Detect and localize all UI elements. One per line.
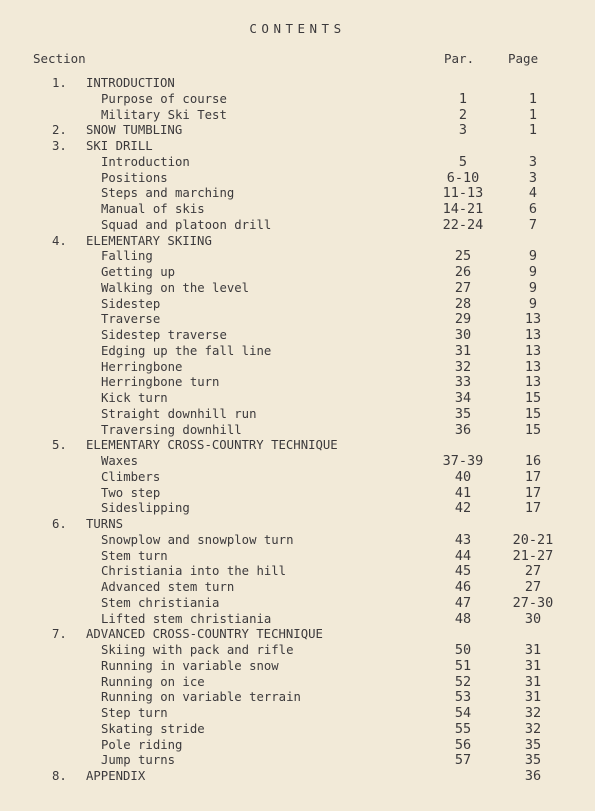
paragraph-number: 43 <box>454 531 472 548</box>
toc-entry <box>0 186 595 202</box>
paragraph-number: 46 <box>454 579 472 595</box>
page-number: 15 <box>524 390 542 406</box>
page-number: 3 <box>528 169 538 186</box>
page-title: CONTENTS <box>249 21 346 36</box>
toc-entry <box>0 675 595 691</box>
page-number: 9 <box>528 264 538 280</box>
paragraph-number: 54 <box>454 705 472 721</box>
section-number: 6. <box>52 517 67 531</box>
section-number: 8. <box>52 769 67 783</box>
section-column-header: Section <box>33 51 86 66</box>
entry-title: Stem christiania <box>101 595 220 610</box>
paragraph-number: 42 <box>454 500 472 517</box>
par-column-header: Par. <box>444 51 475 66</box>
paragraph-number: 36 <box>454 421 472 438</box>
toc-section <box>0 517 595 533</box>
page-number: 1 <box>528 106 538 123</box>
paragraph-number: 25 <box>454 248 472 265</box>
toc-entry <box>0 423 595 439</box>
page-number: 32 <box>524 720 542 737</box>
toc-entry <box>0 533 595 549</box>
page-number: 1 <box>528 90 538 107</box>
toc-entry <box>0 375 595 391</box>
entry-title: Running in variable snow <box>101 658 279 673</box>
page-number: 31 <box>524 657 542 674</box>
paragraph-number: 47 <box>454 594 472 611</box>
entry-title: Herringbone turn <box>101 375 220 390</box>
page-number: 15 <box>524 405 542 422</box>
page-number: 31 <box>524 689 542 706</box>
entry-title: Traversing downhill <box>101 422 242 437</box>
toc-entry <box>0 564 595 580</box>
toc-entry <box>0 407 595 423</box>
paragraph-number: 1 <box>458 90 468 107</box>
toc-section <box>0 234 595 250</box>
toc-entry <box>0 281 595 297</box>
entry-title: Purpose of course <box>101 91 227 106</box>
paragraph-number: 34 <box>454 390 472 406</box>
section-number: 7. <box>52 627 67 642</box>
toc-section <box>0 139 595 155</box>
toc-entry <box>0 391 595 407</box>
page-number: 17 <box>524 500 542 517</box>
page-number: 4 <box>528 185 538 202</box>
entry-title: Skiing with pack and rifle <box>101 643 294 657</box>
section-number: 5. <box>52 438 67 453</box>
entry-title: Edging up the fall line <box>101 343 272 358</box>
paragraph-number: 44 <box>454 547 472 564</box>
paragraph-number: 14-21 <box>442 201 484 217</box>
section-title: APPENDIX <box>86 769 146 783</box>
section-number: 3. <box>52 139 67 153</box>
toc-entry <box>0 454 595 470</box>
paragraph-number: 32 <box>454 358 472 375</box>
toc-entry <box>0 659 595 675</box>
toc-entry <box>0 753 595 769</box>
entry-title: Running on ice <box>101 674 205 689</box>
toc-entry <box>0 92 595 108</box>
page-number: 35 <box>524 736 542 753</box>
toc-entry <box>0 297 595 313</box>
paragraph-number: 33 <box>454 374 472 391</box>
page-number: 9 <box>528 248 538 265</box>
entry-title: Advanced stem turn <box>101 580 235 594</box>
page-column-header: Page <box>508 51 539 66</box>
section-title: ELEMENTARY SKIING <box>86 233 212 248</box>
toc-entry <box>0 108 595 124</box>
entry-title: Military Ski Test <box>101 107 227 122</box>
page-number: 27 <box>524 563 542 580</box>
section-title: TURNS <box>86 517 124 531</box>
toc-section <box>0 769 595 785</box>
page-number: 6 <box>528 201 538 217</box>
paragraph-number: 5 <box>458 153 468 170</box>
page-number: 27-30 <box>512 594 554 611</box>
page-number: 1 <box>528 122 538 139</box>
entry-title: Stem turn <box>101 548 168 563</box>
section-title: INTRODUCTION <box>86 76 175 90</box>
page-number: 17 <box>524 484 542 501</box>
toc-entry <box>0 249 595 265</box>
toc-entry <box>0 549 595 565</box>
entry-title: Kick turn <box>101 391 168 405</box>
toc-section <box>0 76 595 92</box>
paragraph-number: 52 <box>454 673 472 690</box>
paragraph-number: 3 <box>458 122 468 139</box>
toc-entry <box>0 612 595 628</box>
section-number: 2. <box>52 123 67 138</box>
entry-title: Climbers <box>101 469 161 484</box>
entry-title: Getting up <box>101 265 176 279</box>
entry-title: Skating stride <box>101 721 205 736</box>
page-number: 3 <box>528 153 538 170</box>
entry-title: Squad and platoon drill <box>101 217 272 232</box>
page-number: 13 <box>524 342 542 359</box>
toc-entry <box>0 328 595 344</box>
entry-title: Snowplow and snowplow turn <box>101 532 294 547</box>
toc-entry <box>0 312 595 328</box>
page-number: 16 <box>524 453 542 469</box>
section-number: 4. <box>52 233 67 248</box>
toc-entry <box>0 202 595 218</box>
page-number: 13 <box>524 374 542 391</box>
toc-section <box>0 627 595 643</box>
paragraph-number: 55 <box>454 720 472 737</box>
page-number: 35 <box>524 752 542 769</box>
page-number: 13 <box>524 327 542 343</box>
section-number: 1. <box>52 76 67 90</box>
paragraph-number: 57 <box>454 752 472 769</box>
entry-title: Falling <box>101 249 153 264</box>
paragraph-number: 50 <box>454 642 472 658</box>
entry-title: Sidestep traverse <box>101 328 227 342</box>
entry-title: Running on variable terrain <box>101 690 301 705</box>
entry-title: Walking on the level <box>101 280 250 295</box>
entry-title: Waxes <box>101 454 139 468</box>
paragraph-number: 31 <box>454 342 472 359</box>
toc-entry <box>0 596 595 612</box>
entry-title: Steps and marching <box>101 186 235 201</box>
toc-entry <box>0 470 595 486</box>
entry-title: Traverse <box>101 312 161 327</box>
entry-title: Christiania into the hill <box>101 564 287 579</box>
section-title: ELEMENTARY CROSS-COUNTRY TECHNIQUE <box>86 438 338 453</box>
entry-title: Pole riding <box>101 737 183 752</box>
toc-entry <box>0 171 595 187</box>
section-title: ADVANCED CROSS-COUNTRY TECHNIQUE <box>86 627 323 642</box>
paragraph-number: 35 <box>454 405 472 422</box>
toc-entry <box>0 580 595 596</box>
toc-entry <box>0 360 595 376</box>
entry-title: Sidestep <box>101 296 161 311</box>
page-number: 27 <box>524 579 542 595</box>
toc-entry <box>0 265 595 281</box>
section-title: SKI DRILL <box>86 139 153 153</box>
paragraph-number: 2 <box>458 106 468 123</box>
toc-entry <box>0 344 595 360</box>
page-number: 15 <box>524 421 542 438</box>
entry-title: Positions <box>101 170 168 185</box>
paragraph-number: 26 <box>454 264 472 280</box>
paragraph-number: 30 <box>454 327 472 343</box>
page-number: 17 <box>524 468 542 485</box>
page-number: 36 <box>524 768 542 784</box>
paragraph-number: 41 <box>454 484 472 501</box>
paragraph-number: 40 <box>454 468 472 485</box>
page-number: 20-21 <box>512 531 554 548</box>
toc-entry <box>0 501 595 517</box>
entry-title: Sideslipping <box>101 501 190 516</box>
paragraph-number: 28 <box>454 295 472 312</box>
paragraph-number: 56 <box>454 736 472 753</box>
toc-entry <box>0 486 595 502</box>
table-of-contents <box>0 76 595 785</box>
paragraph-number: 45 <box>454 563 472 580</box>
toc-entry <box>0 706 595 722</box>
entry-title: Herringbone <box>101 359 183 374</box>
paragraph-number: 29 <box>454 311 472 328</box>
toc-section <box>0 123 595 139</box>
entry-title: Jump turns <box>101 753 176 768</box>
entry-title: Introduction <box>101 154 190 169</box>
toc-section <box>0 438 595 454</box>
page-number: 7 <box>528 216 538 233</box>
section-title: SNOW TUMBLING <box>86 123 183 138</box>
toc-entry <box>0 722 595 738</box>
paragraph-number: 27 <box>454 279 472 296</box>
page-number: 31 <box>524 673 542 690</box>
toc-entry <box>0 738 595 754</box>
paragraph-number: 53 <box>454 689 472 706</box>
paragraph-number: 6-10 <box>446 169 480 186</box>
paragraph-number: 11-13 <box>442 185 484 202</box>
page-number: 13 <box>524 358 542 375</box>
page-number: 31 <box>524 642 542 658</box>
entry-title: Step turn <box>101 706 168 720</box>
entry-title: Straight downhill run <box>101 406 257 421</box>
entry-title: Two step <box>101 485 161 500</box>
paragraph-number: 22-24 <box>442 216 484 233</box>
toc-entry <box>0 155 595 171</box>
entry-title: Lifted stem christiania <box>101 611 272 626</box>
paragraph-number: 48 <box>454 610 472 627</box>
toc-entry <box>0 690 595 706</box>
page-number: 13 <box>524 311 542 328</box>
toc-entry <box>0 218 595 234</box>
paragraph-number: 37-39 <box>442 453 484 469</box>
paragraph-number: 51 <box>454 657 472 674</box>
entry-title: Manual of skis <box>101 202 205 216</box>
page-number: 9 <box>528 279 538 296</box>
toc-entry <box>0 643 595 659</box>
page-number: 32 <box>524 705 542 721</box>
page-number: 21-27 <box>512 547 554 564</box>
page-number: 9 <box>528 295 538 312</box>
page-number: 30 <box>524 610 542 627</box>
